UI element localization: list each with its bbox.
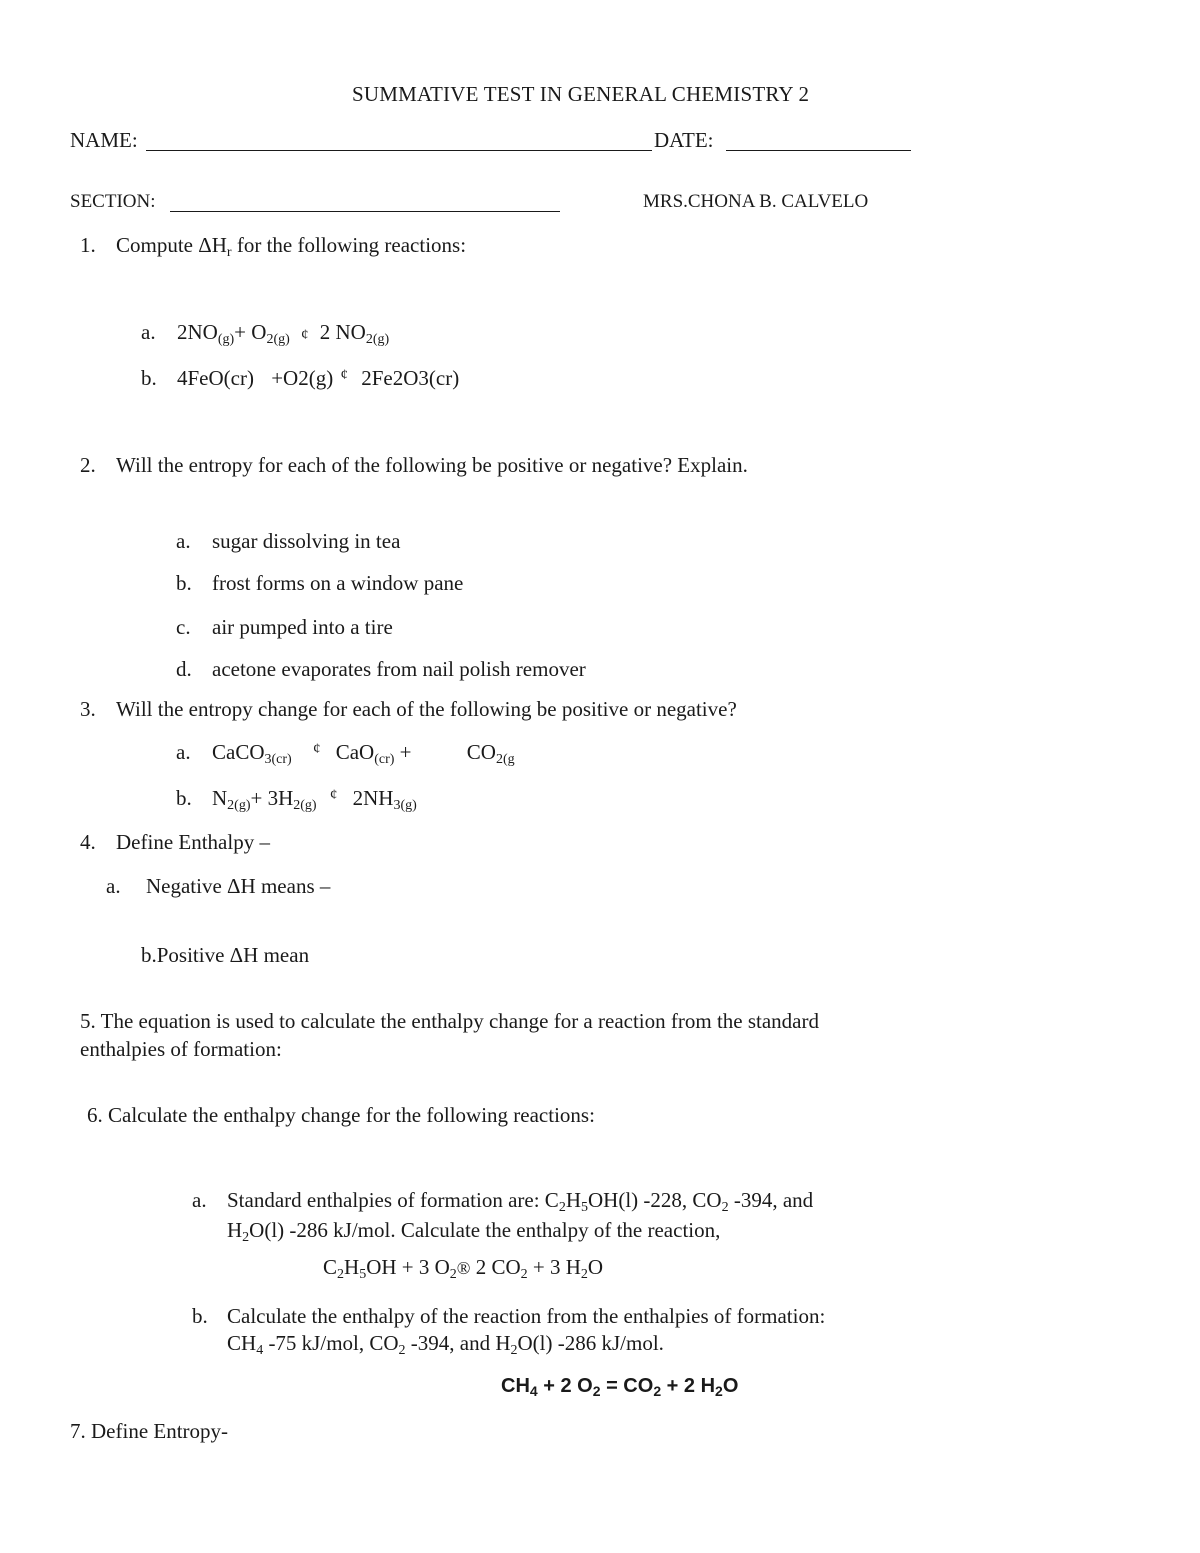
list-item: c. air pumped into a tire [176, 615, 393, 639]
date-label: DATE: [654, 128, 714, 152]
delta-h-symbol: ΔH [198, 233, 227, 257]
question-6b-line-1: Calculate the enthalpy of the reaction from the enthalpies of formation: [227, 1304, 826, 1328]
list-item: a. sugar dissolving in tea [176, 529, 401, 553]
question-5-line-1: 5. The equation is used to calculate the enthalpy change for a reaction from the standard [80, 1009, 819, 1033]
arrow-icon: ® [456, 1258, 471, 1278]
question-4: 4. Define Enthalpy – [80, 830, 270, 854]
question-number: 1. [80, 233, 96, 257]
arrow-icon: ¢ [329, 787, 338, 803]
question-number: 3. [80, 697, 96, 721]
question-2: 2. Will the entropy for each of the following be positive or negative? Explain. [80, 453, 748, 477]
name-field-line[interactable] [146, 150, 652, 151]
section-label: SECTION: [70, 191, 156, 212]
name-label: NAME: [70, 128, 138, 152]
list-item: b. frost forms on a window pane [176, 571, 464, 595]
question-6b-line-2: $CH_4$ -75 kJ/mol, $CO_2$ -394, and $H_2O(l)$ -286 kJ/mol. [227, 1331, 664, 1358]
question-1b: b. 4FeO(cr) +O2(g) ¢ 2Fe2O3(cr) [141, 366, 460, 390]
question-6a-line-1: Standard enthalpies of formation are: $C_2H_5OH(l)$ -228, $CO_2$ -394, and [227, 1188, 814, 1215]
question-4a: a. Negative ΔH means – [106, 874, 331, 898]
question-6a-letter: a. [192, 1188, 207, 1212]
list-item: d. acetone evaporates from nail polish remover [176, 657, 586, 681]
teacher-name: MRS.CHONA B. CALVELO [643, 191, 869, 212]
question-7: 7. Define Entropy- [70, 1419, 229, 1443]
question-6b-letter: b. [192, 1304, 208, 1328]
question-5-line-2: enthalpies of formation: [80, 1037, 282, 1061]
question-6a-equation: $C_2H_5OH + 3$ $O_2®$ 2 $CO_2 + 3$ $H_2O$ [323, 1255, 604, 1282]
question-6a-line-2: $H_2O(l)$ -286 kJ/mol. Calculate the enthalpy of the reaction, [227, 1218, 721, 1245]
question-3: 3. Will the entropy change for each of the following be positive or negative? [80, 697, 737, 721]
question-6b-equation: $CH_4 + 2$ $O_2 = CO_2 + 2$ $H_2O$ [501, 1375, 739, 1399]
page-title: SUMMATIVE TEST IN GENERAL CHEMISTRY 2 [352, 82, 810, 106]
question-4b: b.Positive ΔH mean [141, 943, 310, 967]
question-1a: a. $2NO_{(g)}+ O_{2(g)}$ ¢ 2 $NO_{2(g)}$ [141, 320, 390, 347]
arrow-icon: ¢ [312, 741, 321, 757]
question-number: 4. [80, 830, 96, 854]
arrow-icon: ¢ [340, 367, 348, 383]
arrow-icon: ¢ [301, 327, 309, 343]
question-3a: a. CaCO$_{3(cr)}$ ¢ $CaO_{(cr)} + CO_{2(g}$ [176, 740, 515, 767]
date-field-line[interactable] [726, 150, 911, 151]
question-1: 1. Compute $\Delta H_r$ for the following reactions: [80, 233, 467, 260]
question-6: 6. Calculate the enthalpy change for the following reactions: [87, 1103, 595, 1127]
section-field-line[interactable] [170, 211, 560, 212]
question-3b: b. $N_{2(g)}+ 3H_{2(g)}$ ¢ $2NH_{3(g)}$ [176, 786, 417, 813]
question-number: 2. [80, 453, 96, 477]
